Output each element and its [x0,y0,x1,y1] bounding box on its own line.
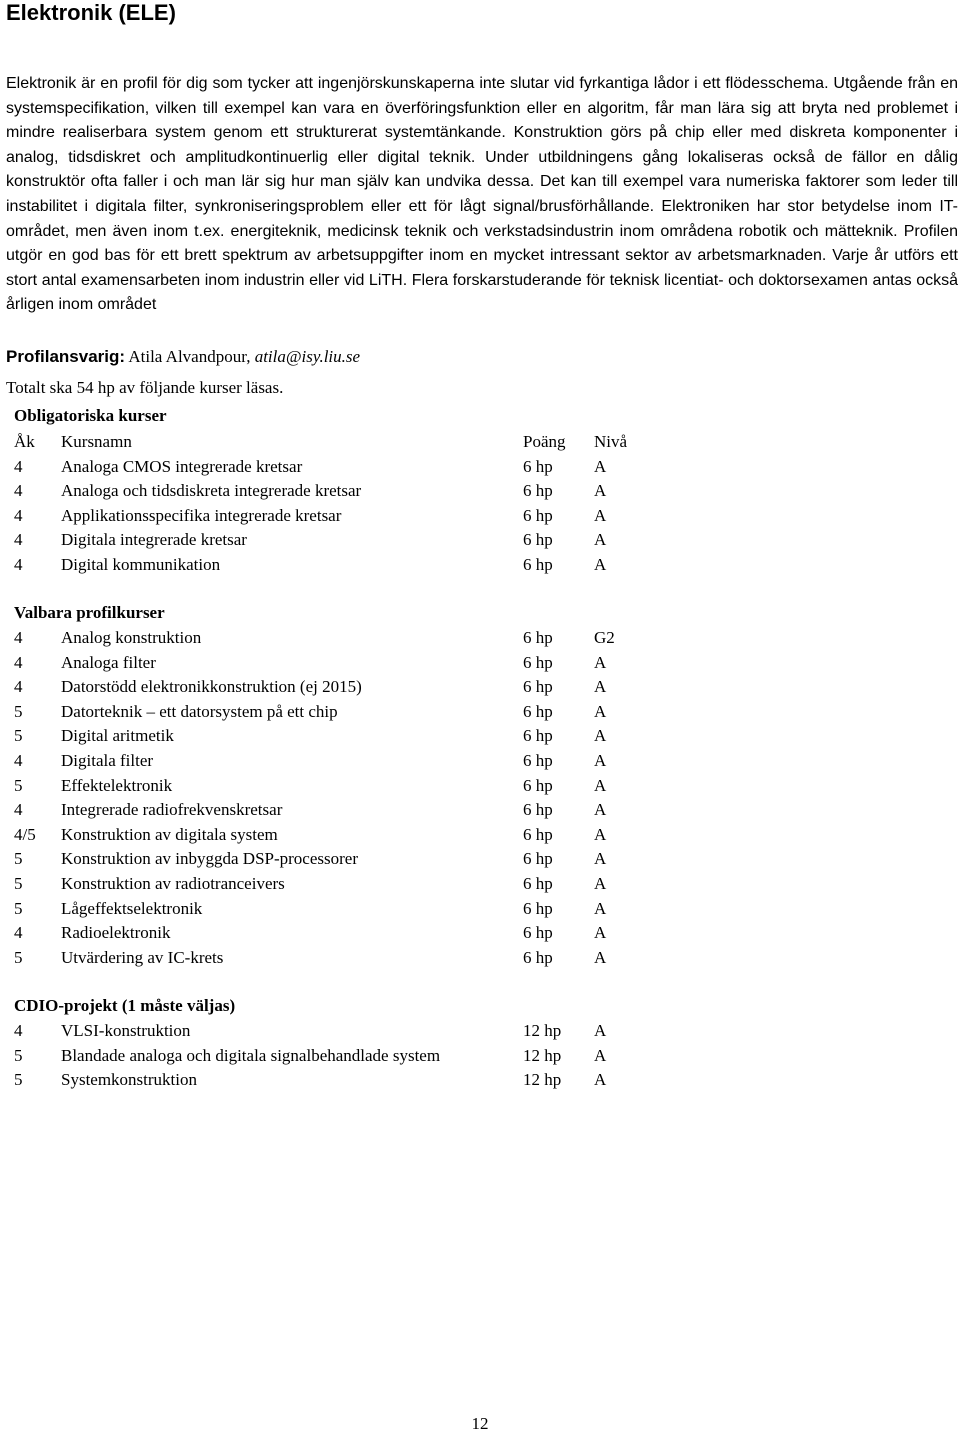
column-header-credits: Poäng [523,432,566,451]
course-name: Datorstödd elektronikkonstruktion (ej 2015) [61,677,362,697]
mandatory-courses-table [14,430,654,578]
course-year: 4 [14,923,23,943]
course-credits: 6 hp [523,947,553,967]
course-year: 4 [14,750,23,770]
elective-courses-table [14,626,654,970]
cdio-courses-table [14,1019,654,1093]
course-level: A [594,481,607,501]
course-year: 4 [14,800,23,820]
course-level: G2 [594,628,615,647]
course-year: 5 [14,873,23,893]
course-level: A [594,1021,607,1040]
page-number: 12 [471,1414,489,1433]
table-row [14,553,654,578]
course-credits: 6 hp [523,554,553,574]
course-name: Digitala integrerade kretsar [61,530,247,550]
course-credits: 6 hp [523,775,553,795]
course-year: 4/5 [14,824,36,844]
course-year: 4 [14,677,23,697]
profile-description: Elektronik är en profil för dig som tycker att ingenjörskunskaperna inte slutar vid fyrkantiga lådor i ett flödesschema. Utgående från en systemspecifikation, vilken till exempel kan vara en överföringsfunktion eller en algoritm, får man lära sig att bryta ned problemet i mindre realiserbara system genom ett strukturerat systemtänkande. Konstruktion görs på chip eller med diskreta komponenter i analog, tidsdiskret och amplitudkontinuerlig eller digital teknik. Under utbildningens gång lokaliseras också de fällor en dålig konstruktör ofta faller i och man lär sig hur man själv kan undvika dessa. Det kan till exempel vara numeriska faktorer som leder till instabilitet i digitala filter, synkroniseringsproblem eller ett för lågt signal/brusförhållande. Elektroniken har stor betydelse inom IT-området, men även inom t.ex. energiteknik, medicinsk teknik och verkstadsindustrin inom områdena robotik och mätteknik. Profilen utgör en god bas för ett brett spektrum av arbetsuppgifter inom en mycket intressant sektor av arbetsmarknaden. Varje år utförs ett stort antal examensarbeten inom industrin eller vid LiTH. Flera forskarstuderande för teknisk licentiat- och doktorsexamen antas också årligen inom området [6,75,958,314]
course-name: Digitala filter [61,750,154,770]
course-credits: 6 hp [523,849,553,869]
table-row [14,528,654,553]
page-title: Elektronik (ELE) [6,0,176,25]
course-credits: 6 hp [523,726,553,746]
course-name: Blandade analoga och digitala signalbehandlade system [61,1045,441,1065]
course-level: A [594,824,607,844]
course-name: VLSI-konstruktion [61,1021,191,1040]
course-name: Systemkonstruktion [61,1070,198,1090]
course-name: Analoga CMOS integrerade kretsar [61,456,303,476]
course-name: Konstruktion av radiotranceivers [61,873,285,893]
course-level: A [594,456,607,476]
course-name: Lågeffektselektronik [61,898,203,918]
table-row [14,774,654,799]
course-year: 5 [14,726,23,746]
profile-responsible [6,346,360,368]
course-level: A [594,947,607,967]
course-year: 5 [14,701,23,721]
course-credits: 6 hp [523,628,553,647]
table-row [14,1019,654,1044]
table-row [14,872,654,897]
cdio-heading: CDIO-projekt (1 måste väljas) [14,996,236,1015]
course-name: Digital aritmetik [61,726,174,746]
responsible-email: atila@isy.liu.se [254,347,361,366]
course-credits: 6 hp [523,456,553,476]
table-row [14,724,654,749]
table-header-row [14,430,654,455]
table-row [14,651,654,676]
course-name: Konstruktion av digitala system [61,824,278,844]
course-level: A [594,1045,607,1065]
course-year: 4 [14,1021,23,1040]
course-name: Effektelektronik [61,775,173,795]
course-level: A [594,1070,607,1090]
course-year: 5 [14,775,23,795]
course-year: 4 [14,530,23,550]
course-name: Utvärdering av IC-krets [61,947,224,967]
course-level: A [594,849,607,869]
course-credits: 6 hp [523,505,553,525]
column-header-level: Nivå [594,432,628,451]
course-year: 5 [14,1070,23,1090]
column-header-year: Åk [14,432,35,451]
responsible-label: Profilansvarig: [6,347,126,366]
table-row [14,700,654,725]
course-year: 5 [14,849,23,869]
course-credits: 12 hp [523,1070,562,1090]
course-level: A [594,873,607,893]
course-year: 5 [14,1045,23,1065]
table-row [14,749,654,774]
course-credits: 6 hp [523,750,553,770]
table-row [14,897,654,922]
column-header-name: Kursnamn [61,432,132,451]
course-credits: 12 hp [523,1045,562,1065]
course-credits: 6 hp [523,677,553,697]
table-row [14,921,654,946]
table-row [14,1044,654,1069]
table-row [14,798,654,823]
course-name: Digital kommunikation [61,554,221,574]
table-row [14,1068,654,1093]
responsible-name: Atila Alvandpour, [128,347,251,366]
mandatory-heading: Obligatoriska kurser [14,406,167,425]
course-name: Integrerade radiofrekvenskretsar [61,800,283,820]
table-row [14,455,654,480]
course-credits: 6 hp [523,701,553,721]
course-credits: 12 hp [523,1021,562,1040]
course-level: A [594,554,607,574]
table-row [14,504,654,529]
course-level: A [594,530,607,550]
course-year: 4 [14,554,23,574]
table-row [14,626,654,651]
course-level: A [594,775,607,795]
course-credits: 6 hp [523,481,553,501]
course-name: Radioelektronik [61,923,171,943]
course-level: A [594,898,607,918]
table-row [14,946,654,971]
course-level: A [594,750,607,770]
course-year: 4 [14,505,23,525]
course-level: A [594,701,607,721]
course-level: A [594,652,607,672]
course-year: 4 [14,652,23,672]
table-row [14,823,654,848]
course-year: 4 [14,628,23,647]
course-year: 5 [14,898,23,918]
elective-heading: Valbara profilkurser [14,603,165,622]
course-credits: 6 hp [523,923,553,943]
total-credits-text: Totalt ska 54 hp av följande kurser läsas. [6,378,284,397]
course-year: 5 [14,947,23,967]
course-name: Analog konstruktion [61,628,202,647]
course-credits: 6 hp [523,824,553,844]
course-name: Analoga filter [61,652,156,672]
course-credits: 6 hp [523,652,553,672]
course-level: A [594,800,607,820]
course-name: Analoga och tidsdiskreta integrerade kretsar [61,481,362,501]
course-name: Datorteknik – ett datorsystem på ett chip [61,701,338,721]
table-row [14,847,654,872]
course-name: Applikationsspecifika integrerade kretsar [61,505,342,525]
course-year: 4 [14,481,23,501]
table-row [14,479,654,504]
course-year: 4 [14,456,23,476]
table-row [14,675,654,700]
course-credits: 6 hp [523,898,553,918]
course-credits: 6 hp [523,873,553,893]
course-level: A [594,923,607,943]
course-level: A [594,726,607,746]
course-credits: 6 hp [523,800,553,820]
course-level: A [594,505,607,525]
course-credits: 6 hp [523,530,553,550]
course-name: Konstruktion av inbyggda DSP-processorer [61,849,358,869]
course-level: A [594,677,607,697]
